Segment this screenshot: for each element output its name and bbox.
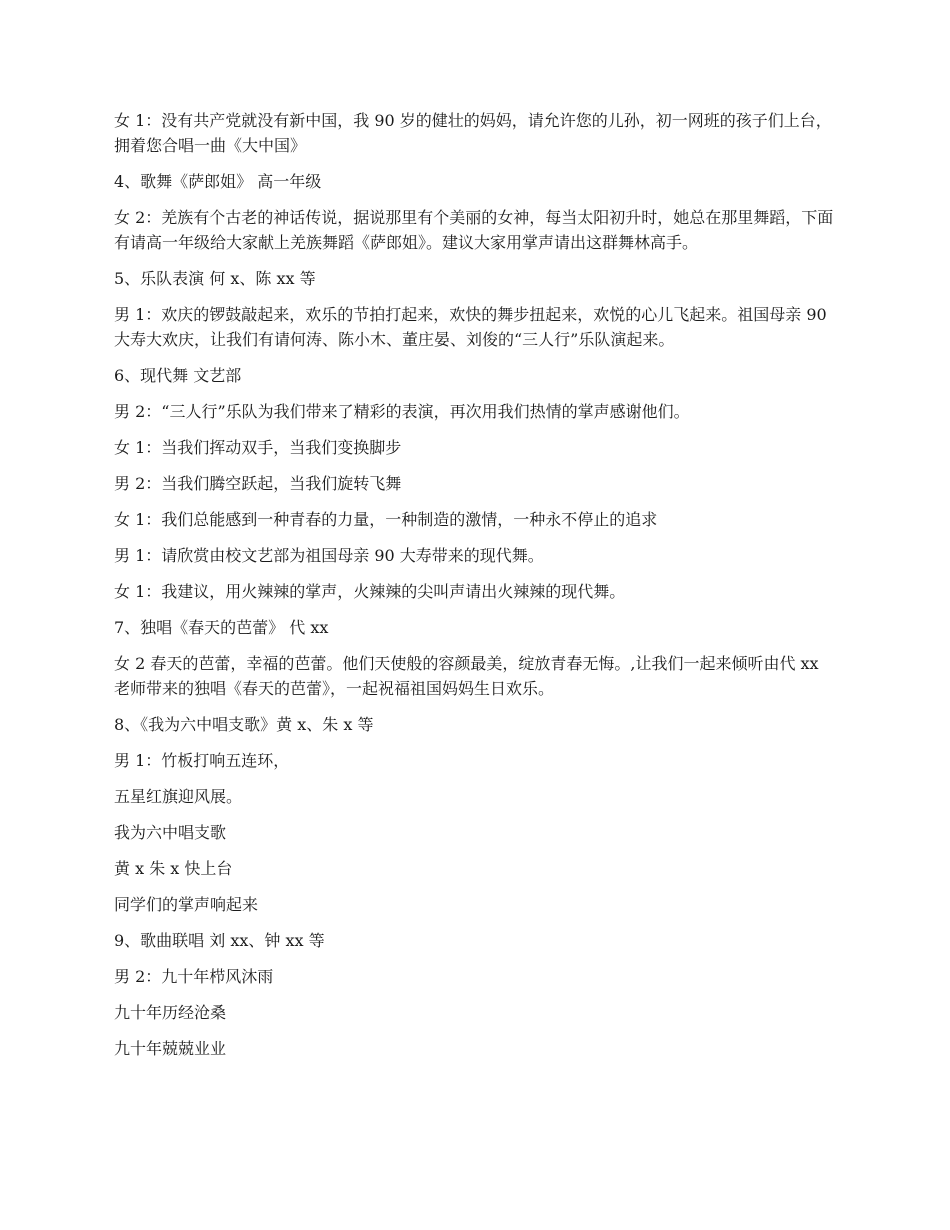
paragraph: 五星红旗迎风展。: [114, 787, 243, 806]
paragraph: 同学们的掌声响起来: [114, 895, 259, 914]
section-heading: 6、现代舞 文艺部: [114, 366, 242, 385]
document-body: [114, 108, 836, 1072]
paragraph: 女 2 春天的芭蕾，幸福的芭蕾。他们天使般的容颜最美，绽放青春无悔。,让我们一起来倾听由代 xx 老师带来的独唱《春天的芭蕾》，一起祝福祖国妈妈生日欢乐。: [114, 654, 819, 698]
paragraph: 九十年历经沧桑: [114, 1003, 227, 1022]
paragraph: 女 1：当我们挥动双手，当我们变换脚步: [114, 438, 402, 457]
paragraph: 男 2：当我们腾空跃起，当我们旋转飞舞: [114, 474, 402, 493]
section-heading: 8、《我为六中唱支歌》黄 x、朱 x 等: [114, 715, 374, 734]
section-heading: 4、歌舞《萨郎姐》 高一年级: [114, 172, 322, 191]
paragraph: 九十年兢兢业业: [114, 1039, 227, 1058]
paragraph: 女 1：我建议，用火辣辣的掌声，火辣辣的尖叫声请出火辣辣的现代舞。: [114, 582, 626, 601]
section-heading: 7、独唱《春天的芭蕾》 代 xx: [114, 618, 329, 637]
paragraph: 男 2：“三人行”乐队为我们带来了精彩的表演，再次用我们热情的掌声感谢他们。: [114, 402, 690, 421]
paragraph: 黄 x 朱 x 快上台: [114, 859, 233, 878]
paragraph: 男 2：九十年栉风沐雨: [114, 967, 274, 986]
paragraph: 男 1：欢庆的锣鼓敲起来，欢乐的节拍打起来，欢快的舞步扭起来，欢悦的心儿飞起来。祖国母亲 90 大寿大欢庆，让我们有请何涛、陈小木、董庄晏、刘俊的“三人行”乐队演起来。: [114, 305, 827, 349]
paragraph: 女 2：羌族有个古老的神话传说，据说那里有个美丽的女神，每当太阳初升时，她总在那里舞蹈，下面有请高一年级给大家献上羌族舞蹈《萨郎姐》。建议大家用掌声请出这群舞林高手。: [114, 208, 834, 252]
paragraph: 女 1：没有共产党就没有新中国，我 90 岁的健壮的妈妈，请允许您的儿孙，初一网班的孩子们上台，拥着您合唱一曲《大中国》: [114, 111, 832, 155]
section-heading: 5、乐队表演 何 x、陈 xx 等: [114, 269, 316, 288]
paragraph: 男 1：请欣赏由校文艺部为祖国母亲 90 大寿带来的现代舞。: [114, 546, 544, 565]
paragraph: 男 1：竹板打响五连环，: [114, 751, 290, 770]
paragraph: 我为六中唱支歌: [114, 823, 227, 842]
section-heading: 9、歌曲联唱 刘 xx、钟 xx 等: [114, 931, 325, 950]
paragraph: 女 1：我们总能感到一种青春的力量，一种制造的激情，一种永不停止的追求: [114, 510, 658, 529]
